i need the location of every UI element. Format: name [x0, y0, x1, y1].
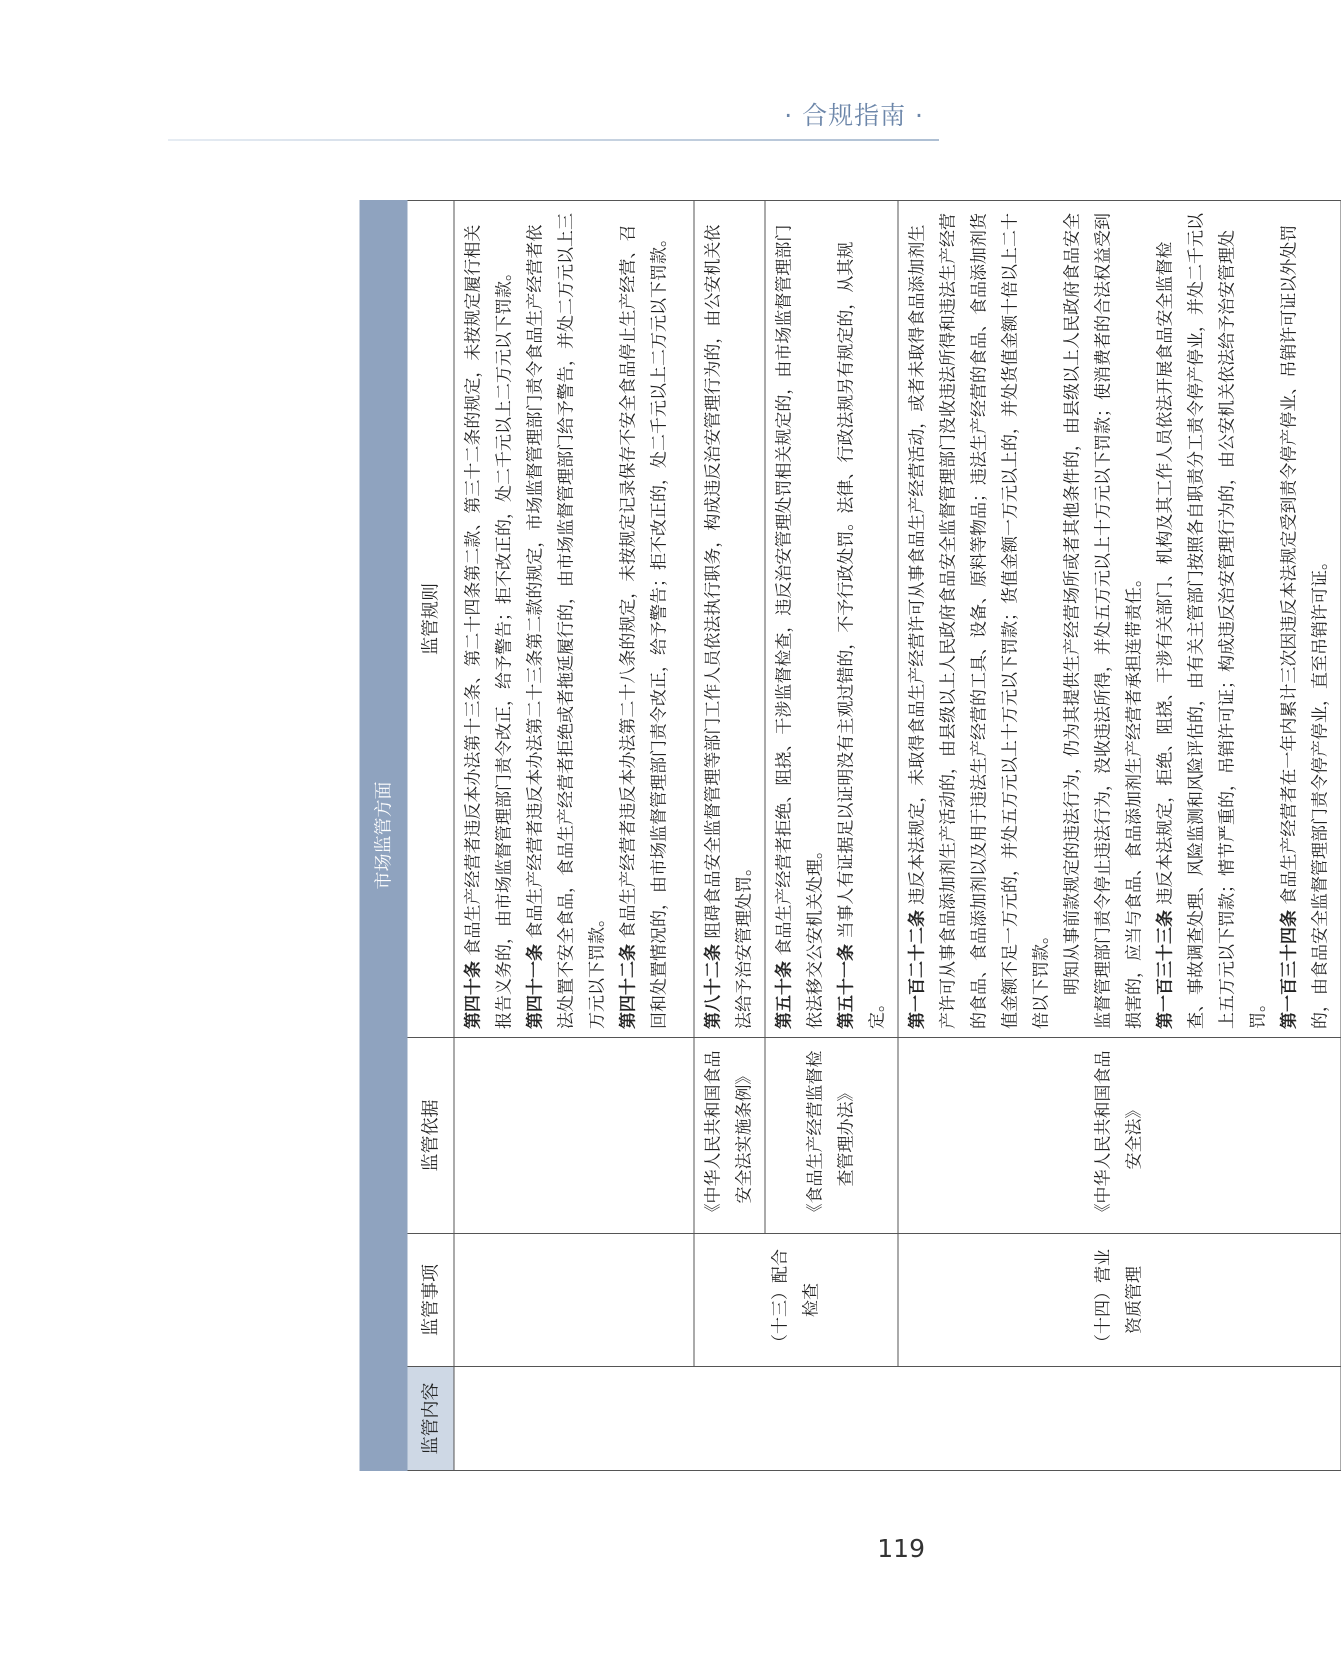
regulation-table [359, 200, 1341, 1471]
page-number: 119 [877, 1534, 925, 1563]
header-divider [168, 139, 939, 141]
rules-cell [454, 201, 694, 1038]
rule-text: 当事人有证据足以证明没有主观过错的，不予行政处罚。法律、行政法规另有规定的，从其规定。 [836, 241, 887, 1029]
column-header-content: 监管内容 [407, 1367, 454, 1471]
rule-text: 食品生产经营者违反本办法第二十八条的规定，未按规定记录保存不安全食品停止生产经营、召回和处置情况的，由市场监督管理部门责令改正，给予警告；拒不改正的，处二千元以上二万元以下罚款。 [618, 224, 669, 1029]
rule-paragraph [1150, 209, 1274, 1029]
column-header-rules: 监管规则 [407, 201, 454, 1038]
rule-paragraph [698, 209, 760, 1029]
rule-article: 第五十条 [774, 961, 794, 1029]
basis-cell [454, 1038, 694, 1234]
rule-article: 第五十一条 [836, 944, 856, 1029]
item-cell: （十三）配合检查 [694, 1234, 898, 1367]
item-cell: （十四）营业资质管理 [898, 1234, 1341, 1367]
rule-text: 阻碍食品安全监督管理等部门工作人员依法执行职务，构成违反治安管理行为的，由公安机关依法给予治安管理处罚。 [703, 224, 754, 1029]
rule-text: 食品生产经营者违反本办法第二十三条第二款的规定，市场监督管理部门责令食品生产经营者依法处置不安全食品，食品生产经营者拒绝或者拖延履行的，由市场监督管理部门给予警告，并处二万元以上三万元以下罚款。 [525, 213, 607, 1029]
rule-paragraph [613, 209, 675, 1029]
rule-article: 第一百三十四条 [1279, 910, 1299, 1029]
rule-article: 第四十二条 [618, 944, 638, 1029]
rule-paragraph [769, 209, 831, 1029]
rules-cell [694, 201, 765, 1038]
table-band-title: 市场监管方面 [360, 201, 407, 1471]
basis-cell: 《中华人民共和国食品安全法》 [898, 1038, 1341, 1234]
rule-text: 食品生产经营者在一年内累计三次因违反本法规定受到责令停产停业、吊销许可证以外处罚的，由食品安全监督管理部门责令停产停业，直至吊销许可证。 [1279, 224, 1330, 1029]
table-row [898, 201, 1341, 1471]
regulation-table-wrapper [359, 201, 1330, 1471]
rule-paragraph [831, 209, 893, 1029]
column-header-item: 监管事项 [407, 1234, 454, 1367]
basis-cell: 《中华人民共和国食品安全法实施条例》 [694, 1038, 765, 1234]
rule-text: 违反本法规定，未取得食品生产经营许可从事食品生产经营活动，或者未取得食品添加剂生产许可从事食品添加剂生产活动的，由县级以上人民政府食品安全监督管理部门没收违法所得和违法生产经营的食品、食品添加剂以及用于违法生产经营的工具、设备、原料等物品；违法生产经营的食品、食品添加剂货值金额不足一万元的，并处五万元以上十万元以下罚款；货值金额一万元以上的，并处货值金额十倍以上二十倍以下罚款。 [907, 213, 1051, 1029]
section-title: · 合规指南 · [784, 101, 924, 130]
rules-cell [765, 201, 898, 1038]
rule-text: 食品生产经营者拒绝、阻挠、干涉监督检查，违反治安管理处罚相关规定的，由市场监督管理部门依法移交公安机关处理。 [774, 224, 825, 1029]
rule-article: 第四十条 [463, 961, 483, 1029]
rule-text: 违反本法规定，拒绝、阻挠、干涉有关部门、机构及其工作人员依法开展食品安全监督检查、事故调查处理、风险监测和风险评估的，由有关主管部门按照各自职责分工责令停产停业，并处二千元以上五万元以下罚款；情节严重的，吊销许可证；构成违反治安管理行为的，由公安机关依法给予治安管理处罚。 [1155, 213, 1268, 1029]
basis-cell: 《食品生产经营监督检查管理办法》 [765, 1038, 898, 1234]
rule-paragraph [902, 209, 1057, 1029]
rule-article: 第八十二条 [703, 944, 723, 1029]
rule-text: 明知从事前款规定的违法行为，仍为其提供生产经营场所或者其他条件的，由县级以上人民政府食品安全监督管理部门责令停止违法行为，没收违法所得，并处五万元以上十万元以下罚款；使消费者的合法权益受到损害的，应当与食品、食品添加剂生产经营者承担连带责任。 [1062, 213, 1144, 1029]
rule-article: 第一百二十二条 [907, 910, 927, 1029]
content-cell [454, 1367, 1341, 1471]
rule-article: 第四十一条 [525, 944, 545, 1029]
rules-cell [898, 201, 1341, 1038]
rule-paragraph [1274, 209, 1336, 1029]
rule-text: 食品生产经营者违反本办法第十三条、第二十四条第二款、第三十二条的规定，未按规定履行相关报告义务的，由市场监督管理部门责令改正，给予警告；拒不改正的，处二千元以上二万元以下罚款。 [463, 224, 514, 1029]
rule-paragraph [520, 209, 613, 1029]
item-cell [454, 1234, 694, 1367]
table-row [454, 201, 694, 1471]
rule-paragraph [458, 209, 520, 1029]
table-row [694, 201, 765, 1471]
column-header-basis: 监管依据 [407, 1038, 454, 1234]
rule-paragraph [1057, 209, 1150, 1029]
rule-article: 第一百三十三条 [1155, 910, 1175, 1029]
